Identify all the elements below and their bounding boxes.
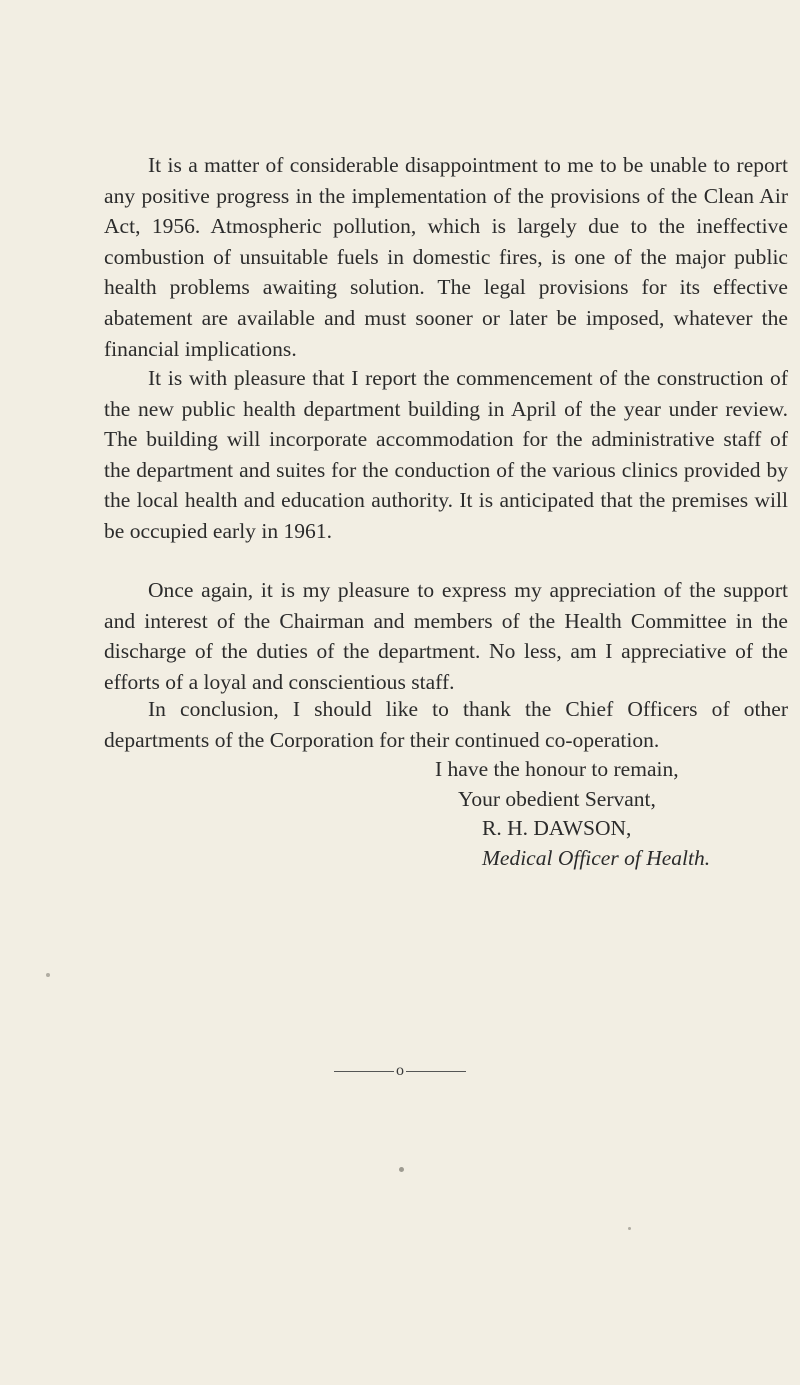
paragraph-text: Once again, it is my pleasure to express my appreciation of the support and interest of the Chairman and members of the Health Committee in the discharge of the duties of the department. No less, am I appreciative of the efforts of a loyal and conscientious staff.: [104, 578, 788, 694]
signature-block: [435, 755, 710, 873]
separator-mark: o: [396, 1062, 404, 1080]
signature-name: R. H. DAWSON,: [482, 816, 632, 841]
signature-closing: I have the honour to remain,: [435, 757, 679, 781]
separator-rule-right: [406, 1071, 466, 1072]
paragraph-clean-air: [104, 150, 788, 364]
paper-speck: [628, 1227, 631, 1230]
paper-speck: [46, 973, 50, 977]
signature-title: Medical Officer of Health.: [482, 845, 711, 870]
paragraph-text: In conclusion, I should like to thank the Chief Officers of other departments of the Corporation for their continued co-operation.: [104, 697, 788, 752]
separator-rule-left: [334, 1071, 394, 1072]
paragraph-building: [104, 363, 788, 547]
paragraph-text: It is a matter of considerable disappointment to me to be unable to report any positive progress in the implementation of the provisions of the Clean Air Act, 1956. Atmospheric pollution, which is largely due to the ineffective combustion of unsuitable fuels in domestic fires, is one of the major public health problems awaiting solution. The legal provisions for its effective abatement are available and must sooner or later be imposed, whatever the financial implications.: [104, 153, 788, 361]
paper-speck: [399, 1167, 404, 1172]
signature-salutation: Your obedient Servant,: [458, 786, 656, 811]
paragraph-appreciation: [104, 575, 788, 697]
paragraph-conclusion: [104, 694, 788, 755]
section-separator: [0, 1062, 800, 1080]
paragraph-text: It is with pleasure that I report the commencement of the construction of the new public health department building in April of the year under review. The building will incorporate accommodation for the administrative staff of the department and suites for the conduction of the various clinics provided by the local health and education authority. It is anticipated that the premises will be occupied early in 1961.: [104, 366, 788, 543]
